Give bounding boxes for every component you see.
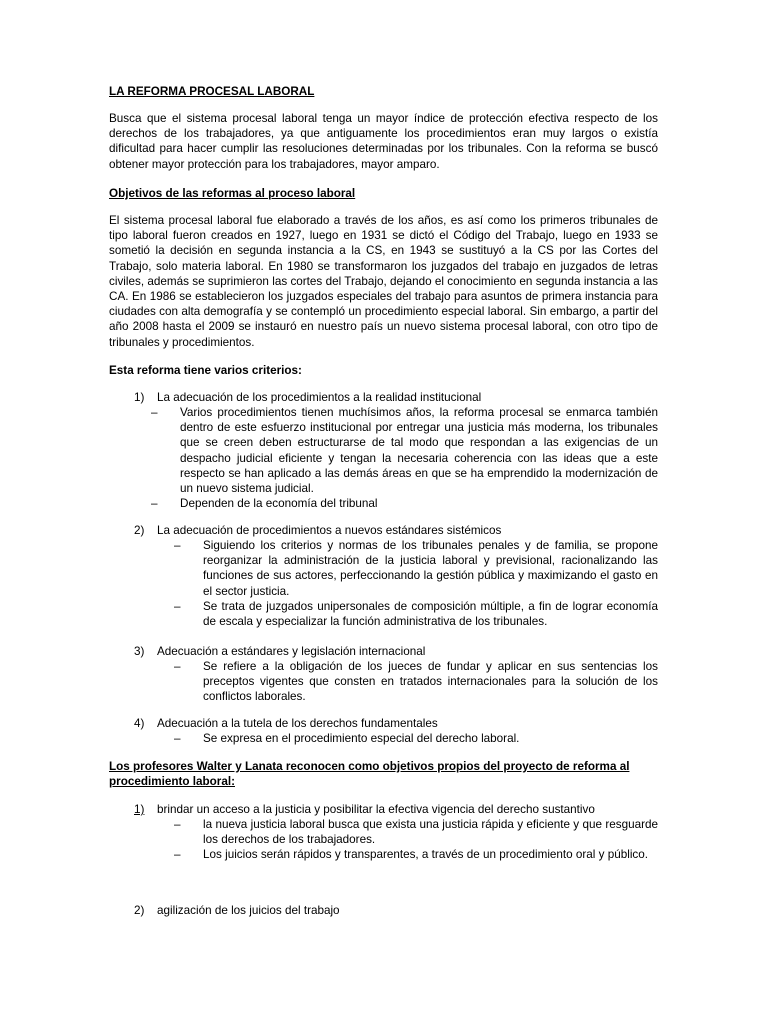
list-item-text: Adecuación a estándares y legislación internacional [157, 645, 426, 658]
list-item-text: La adecuación de procedimientos a nuevos estándares sistémicos [157, 524, 502, 537]
list-number: 3) [134, 645, 145, 658]
list-item-text: La adecuación de los procedimientos a la realidad institucional [157, 391, 482, 404]
list-number: 1) [134, 391, 145, 404]
list-number: 4) [134, 717, 145, 730]
objetivos-paragraph: El sistema procesal laboral fue elaborado a través de los años, es así como los primeros tribunales de tipo laboral fueron creados en 1927, luego en 1931 se dictó el Código del Trabajo, luego en 1933 se sometió la decisión en segunda instancia a la CS, en 1943 se sustituyó a la CS por las Cortes del Trabajo, solo materia laboral. En 1980 se transformaron los juzgados del trabajo en juzgados de letras civiles, además se suprimieron las cortes del Trabajo, dejando el conocimiento en segunda instancia a las CA. En 1986 se establecieron los juzgados especiales del trabajo para asuntos de primera instancia para ciudades con alta demografía y se contempló un procedimiento especial laboral. Sin embargo, a partir del año 2008 hasta el 2009 se instauró en nuestro país un nuevo sistema procesal laboral, con otro tipo de tribunales y procedimientos. [109, 214, 658, 349]
bullet-text: Se expresa en el procedimiento especial del derecho laboral. [203, 732, 520, 745]
criterios-heading: Esta reforma tiene varios criterios: [109, 364, 302, 377]
intro-paragraph: Busca que el sistema procesal laboral tenga un mayor índice de protección efectiva respecto de los derechos de los trabajadores, ya que antiguamente los procedimientos eran muy largos o existía dificultad para hacer cumplir las resoluciones determinadas por los tribunales. Con la reforma se buscó obtener mayor protección para los trabajadores, mayor amparo. [109, 112, 658, 171]
list-number: 1) [134, 803, 145, 816]
list-item-text: Adecuación a la tutela de los derechos fundamentales [157, 717, 438, 730]
bullet-text: Se refiere a la obligación de los jueces de fundar y aplicar en sus sentencias los preceptos vigentes que consten en tratados internacionales para la solución de los conflictos laborales. [203, 660, 658, 704]
list-item-text: brindar un acceso a la justicia y posibilitar la efectiva vigencia del derecho sustantivo [157, 803, 595, 816]
dash-bullet: – [151, 406, 158, 419]
bullet-text: la nueva justicia laboral busca que exista una justicia rápida y eficiente y que resguarde los derechos de los trabajadores. [203, 818, 658, 847]
list-number: 2) [134, 524, 145, 537]
list-item-text: agilización de los juicios del trabajo [157, 904, 340, 917]
dash-bullet: – [151, 497, 158, 510]
objetivos-heading: Objetivos de las reformas al proceso laboral [109, 187, 356, 200]
dash-bullet: – [174, 732, 181, 745]
dash-bullet: – [174, 848, 181, 861]
profesores-heading: Los profesores Walter y Lanata reconocen como objetivos propios del proyecto de reforma al procedimiento laboral: [109, 760, 630, 789]
bullet-text: Varios procedimientos tienen muchísimos años, la reforma procesal se enmarca también dentro de este esfuerzo institucional por entregar una justicia más moderna, los tribunales que se creen deben estructurarse de tal modo que respondan a las exigencias de un despacho judicial eficiente y tengan la necesaria coherencia con las ideas que a este respecto se han aplicado a las demás áreas en que se ha emprendido la modernización de un nuevo sistema judicial. [180, 406, 658, 496]
dash-bullet: – [174, 600, 181, 613]
bullet-text: Siguiendo los criterios y normas de los tribunales penales y de familia, se propone reorganizar la administración de la justicia laboral y previsional, racionalizando las funciones de sus actores, perfeccionando la gestión pública y maximizando el gasto en el sector justicia. [203, 539, 658, 598]
document-title: LA REFORMA PROCESAL LABORAL [109, 85, 315, 98]
list-number: 2) [134, 904, 145, 917]
bullet-text: Dependen de la economía del tribunal [180, 497, 378, 510]
dash-bullet: – [174, 660, 181, 673]
dash-bullet: – [174, 539, 181, 552]
dash-bullet: – [174, 818, 181, 831]
bullet-text: Se trata de juzgados unipersonales de composición múltiple, a fin de lograr economía de escala y especializar la función administrativa de los tribunales. [203, 600, 658, 629]
bullet-text: Los juicios serán rápidos y transparentes, a través de un procedimiento oral y público. [203, 848, 649, 861]
